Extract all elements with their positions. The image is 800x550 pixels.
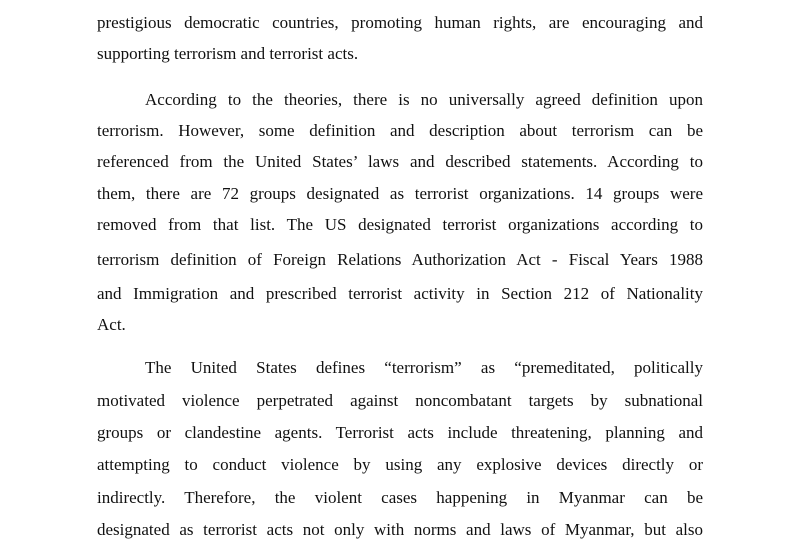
paragraph-line: prestigious democratic countries, promoting human rights, are encouraging and bbox=[97, 13, 703, 32]
paragraph-line: designated as terrorist acts not only with norms and laws of Myanmar, but also bbox=[97, 520, 703, 539]
paragraph-line: removed from that list. The US designated terrorist organizations according to bbox=[97, 215, 703, 234]
paragraph-line: referenced from the United States’ laws and described statements. According to bbox=[97, 152, 703, 171]
paragraph-line: attempting to conduct violence by using any explosive devices directly or bbox=[97, 455, 703, 474]
paragraph-line: motivated violence perpetrated against noncombatant targets by subnational bbox=[97, 391, 703, 410]
paragraph-line: terrorism. However, some definition and description about terrorism can be bbox=[97, 121, 703, 140]
paragraph-line: supporting terrorism and terrorist acts. bbox=[97, 44, 359, 63]
paragraph-line: groups or clandestine agents. Terrorist acts include threatening, planning and bbox=[97, 423, 703, 442]
paragraph-line: and Immigration and prescribed terrorist activity in Section 212 of Nationality bbox=[97, 284, 703, 303]
paragraph-line: indirectly. Therefore, the violent cases happening in Myanmar can be bbox=[97, 488, 703, 507]
paragraph-line: According to the theories, there is no universally agreed definition upon bbox=[145, 90, 703, 109]
paragraph-line: The United States defines “terrorism” as “premeditated, politically bbox=[145, 358, 703, 377]
paragraph-line: Act. bbox=[97, 315, 126, 334]
paragraph-line: them, there are 72 groups designated as terrorist organizations. 14 groups were bbox=[97, 184, 703, 203]
paragraph-line: terrorism definition of Foreign Relations Authorization Act - Fiscal Years 1988 bbox=[97, 250, 703, 269]
